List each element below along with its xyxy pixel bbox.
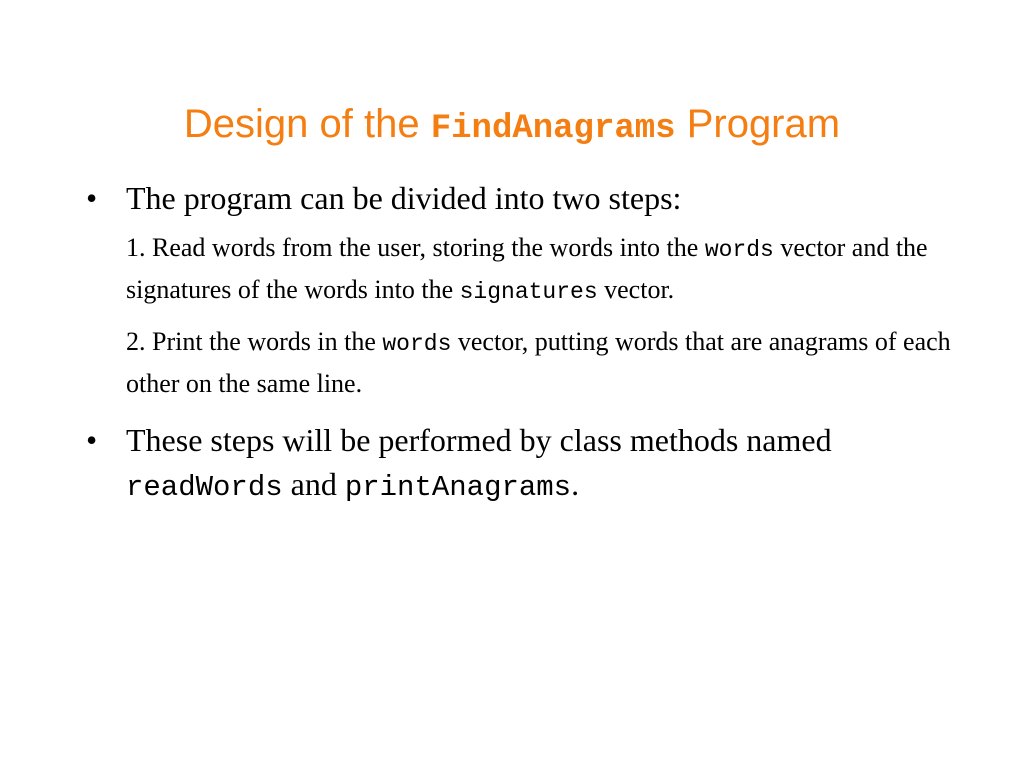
- step-1-text: vector.: [597, 275, 675, 304]
- bullet-dot: •: [86, 422, 98, 458]
- step-1-code-signatures: signatures: [459, 279, 598, 305]
- code-readwords: readWords: [126, 471, 283, 504]
- title-prefix: Design of the: [183, 102, 431, 146]
- step-2: [126, 322, 956, 404]
- slide-body: [86, 176, 956, 510]
- bullet-text: The program can be divided into two steps:: [126, 180, 682, 216]
- bullet-text: .: [571, 466, 580, 502]
- bullet-text: These steps will be performed by class methods named: [126, 422, 832, 458]
- bullet-item-1: [86, 176, 956, 220]
- code-printanagrams: printAnagrams: [344, 471, 572, 504]
- step-2-text: 2. Print the words in the: [126, 327, 383, 356]
- step-2-text: vector, putting words that are anagrams of each other on the same line.: [126, 327, 951, 398]
- bullet-dot: •: [86, 180, 98, 216]
- bullet-text: and: [282, 466, 345, 502]
- step-1-code-words: words: [704, 237, 774, 263]
- title-code: FindAnagrams: [430, 110, 676, 148]
- step-1-text: 1. Read words from the user, storing the words into the: [126, 233, 705, 262]
- step-1-text: vector and the signatures of the words into the: [126, 233, 928, 304]
- bullet-item-2: [86, 418, 956, 510]
- step-2-code-words: words: [382, 331, 452, 357]
- step-1: [126, 228, 956, 312]
- title-suffix: Program: [675, 102, 841, 146]
- slide-title: [0, 96, 1024, 157]
